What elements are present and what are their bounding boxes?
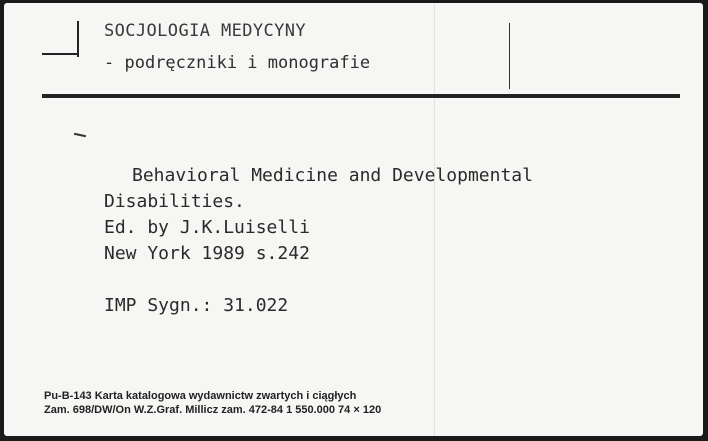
call-number: IMP Sygn.: 31.022 <box>104 295 289 316</box>
entry-title-line-1: Behavioral Medicine and Developmental <box>132 165 533 186</box>
footer-print-line: Zam. 698/DW/On W.Z.Graf. Millicz zam. 472-84 1 550.000 74 × 120 <box>44 404 382 416</box>
card-fold-line <box>434 3 435 436</box>
subject-heading: SOCJOLOGIA MEDYCYNY <box>104 21 307 41</box>
entry-title-line-2: Disabilities. <box>104 191 245 212</box>
catalog-card <box>4 3 703 436</box>
header-right-divider <box>509 23 510 89</box>
header-rule <box>42 94 680 98</box>
entry-editor: Ed. by J.K.Luiselli <box>104 217 310 238</box>
header-corner-mark-horizontal <box>42 53 78 55</box>
header-corner-mark-vertical <box>77 21 79 57</box>
entry-imprint: New York 1989 s.242 <box>104 243 310 264</box>
footer-form-line: Pu-B-143 Karta katalogowa wydawnictw zwartych i ciągłych <box>44 390 357 402</box>
subject-subheading: - podręczniki i monografie <box>104 53 371 73</box>
pencil-mark <box>74 133 86 137</box>
